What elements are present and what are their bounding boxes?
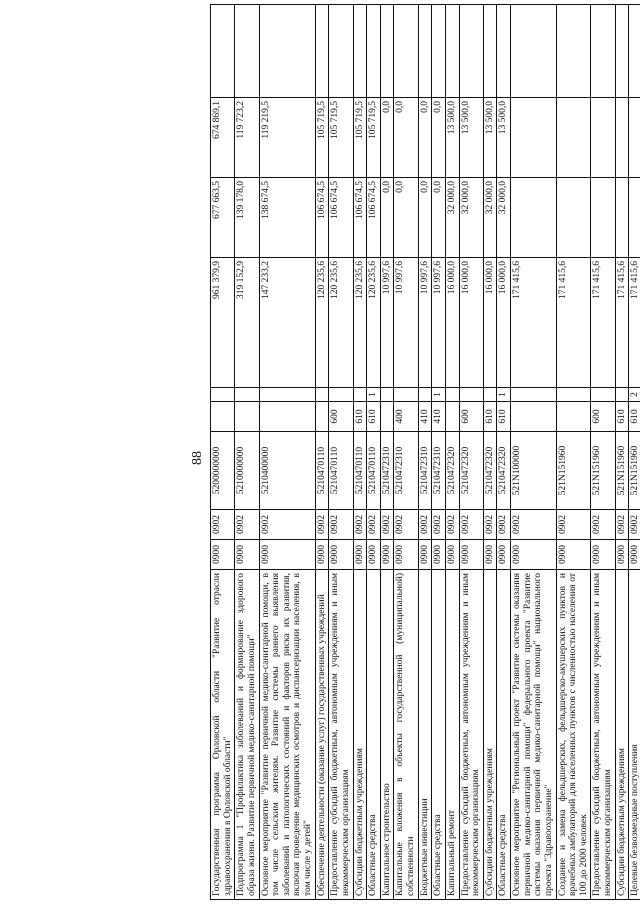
target-article-code: 5210400000 — [259, 432, 315, 510]
table-row — [315, 5, 329, 900]
target-article-code: 5210472320 — [483, 432, 497, 510]
row-name: Предоставление субсидий бюджетным, автономным учреждениям и иным некоммерческим организациям — [329, 570, 353, 900]
source-code: 1 — [432, 388, 446, 402]
ministry-code: 0900 — [315, 540, 329, 570]
amount-col-3 — [556, 98, 591, 178]
table-row — [459, 5, 483, 900]
amount-col-3: 105 719,5 — [315, 98, 329, 178]
ministry-code: 0900 — [629, 540, 640, 570]
amount-col-1: 120 235,6 — [367, 258, 381, 388]
source-code — [459, 388, 483, 402]
ministry-code: 0900 — [556, 540, 591, 570]
table-row — [556, 5, 591, 900]
expense-type-code: 410 — [432, 402, 446, 432]
amount-col-2: 0,0 — [394, 178, 418, 258]
row-name: Основное мероприятие "Региональный проект "Развитие системы оказания первичной медико-санитарной помощи" федерального проекта "Развитие системы оказания первичной медико-санитарной помощи" национального проекта "Здравоохранение" — [511, 570, 557, 900]
amount-col-4 — [459, 5, 483, 98]
amount-col-2: 106 674,5 — [367, 178, 381, 258]
expense-type-code: 610 — [615, 402, 629, 432]
amount-col-2: 32 000,0 — [459, 178, 483, 258]
source-code — [445, 388, 459, 402]
target-article-code: 5210472310 — [432, 432, 446, 510]
target-article-code: 5210470110 — [367, 432, 381, 510]
amount-col-4 — [483, 5, 497, 98]
row-name: Предоставление субсидий бюджетным, автономным учреждениям и иным некоммерческим организациям — [459, 570, 483, 900]
section-code: 0902 — [418, 510, 432, 540]
amount-col-2: 677 663,5 — [211, 178, 235, 258]
row-name: Субсидии бюджетным учреждениям — [615, 570, 629, 900]
amount-col-1: 120 235,6 — [353, 258, 367, 388]
amount-col-3: 13 500,0 — [445, 98, 459, 178]
section-code: 0902 — [511, 510, 557, 540]
section-code: 0902 — [459, 510, 483, 540]
ministry-code: 0900 — [591, 540, 615, 570]
amount-col-4 — [367, 5, 381, 98]
source-code — [615, 388, 629, 402]
expense-type-code — [235, 402, 259, 432]
amount-col-1: 10 997,6 — [432, 258, 446, 388]
amount-col-1: 147 233,2 — [259, 258, 315, 388]
amount-col-1: 16 000,0 — [445, 258, 459, 388]
expense-type-code — [556, 402, 591, 432]
amount-col-4 — [394, 5, 418, 98]
amount-col-1: 120 235,6 — [329, 258, 353, 388]
target-article-code: 5210472320 — [445, 432, 459, 510]
target-article-code: 5210470110 — [315, 432, 329, 510]
amount-col-1: 171 415,6 — [591, 258, 615, 388]
source-code — [394, 388, 418, 402]
amount-col-1: 10 997,6 — [380, 258, 394, 388]
page-number: 88 — [190, 451, 205, 465]
section-code: 0902 — [380, 510, 394, 540]
amount-col-2: 106 674,5 — [315, 178, 329, 258]
ministry-code: 0900 — [329, 540, 353, 570]
target-article-code: 521N151960 — [615, 432, 629, 510]
section-code: 0902 — [615, 510, 629, 540]
amount-col-3: 13 500,0 — [497, 98, 511, 178]
expense-type-code — [315, 402, 329, 432]
section-code: 0902 — [235, 510, 259, 540]
expense-type-code — [380, 402, 394, 432]
row-name: Бюджетные инвестиции — [418, 570, 432, 900]
amount-col-3: 0,0 — [432, 98, 446, 178]
source-code — [511, 388, 557, 402]
ministry-code: 0900 — [235, 540, 259, 570]
section-code: 0902 — [367, 510, 381, 540]
table-row — [211, 5, 235, 900]
expense-type-code — [211, 402, 235, 432]
ministry-code: 0900 — [432, 540, 446, 570]
ministry-code: 0900 — [615, 540, 629, 570]
table-row — [353, 5, 367, 900]
amount-col-2: 32 000,0 — [483, 178, 497, 258]
row-name: Основное мероприятие "Развитие первичной медико-санитарной помощи, в том числе сельским жителям. Развитие системы раннего выявления заболеваний и патологических состояний и факторов риска их развития, включая проведение медицинских осмотров и диспансеризации населения, в том числе у детей" — [259, 570, 315, 900]
amount-col-3 — [629, 98, 640, 178]
row-name: Обеспечение деятельности (оказание услуг) государственных учреждений — [315, 570, 329, 900]
amount-col-4 — [432, 5, 446, 98]
table-row — [511, 5, 557, 900]
amount-col-3 — [511, 98, 557, 178]
row-name: Областные средства — [432, 570, 446, 900]
target-article-code: 5210472310 — [418, 432, 432, 510]
expense-type-code: 600 — [329, 402, 353, 432]
row-name: Государственная программа Орловской области "Развитие отрасли здравоохранения в Орловской области" — [211, 570, 235, 900]
ministry-code: 0900 — [459, 540, 483, 570]
target-article-code: 5210470110 — [329, 432, 353, 510]
expense-type-code: 600 — [591, 402, 615, 432]
target-article-code: 521N151960 — [556, 432, 591, 510]
source-code — [235, 388, 259, 402]
section-code: 0902 — [556, 510, 591, 540]
target-article-code: 521N100000 — [511, 432, 557, 510]
expense-type-code — [445, 402, 459, 432]
amount-col-1: 319 152,9 — [235, 258, 259, 388]
table-row — [418, 5, 432, 900]
amount-col-2: 106 674,5 — [329, 178, 353, 258]
row-name: Подпрограмма 1 "Профилактика заболеваний и формирование здорового образа жизни. Развитие первичной медико-санитарной помощи" — [235, 570, 259, 900]
amount-col-1: 16 000,0 — [483, 258, 497, 388]
section-code: 0902 — [259, 510, 315, 540]
source-code — [591, 388, 615, 402]
amount-col-1: 961 379,9 — [211, 258, 235, 388]
target-article-code: 521N151960 — [629, 432, 640, 510]
target-article-code: 5210472310 — [394, 432, 418, 510]
table-row — [432, 5, 446, 900]
amount-col-3 — [591, 98, 615, 178]
ministry-code: 0900 — [394, 540, 418, 570]
target-article-code: 521N151960 — [591, 432, 615, 510]
amount-col-3: 119 219,5 — [259, 98, 315, 178]
amount-col-2: 139 178,0 — [235, 178, 259, 258]
expense-type-code: 410 — [418, 402, 432, 432]
table-body — [211, 5, 640, 900]
row-name: Создание и замена фельдшерских, фельдшерско-акушерских пунктов и врачебных амбулаторий для населенных пунктов с численностью населения от 100 до 2000 человек — [556, 570, 591, 900]
target-article-code: 5210470110 — [353, 432, 367, 510]
amount-col-2: 138 674,5 — [259, 178, 315, 258]
source-code — [315, 388, 329, 402]
amount-col-4 — [418, 5, 432, 98]
ministry-code: 0900 — [367, 540, 381, 570]
ministry-code: 0900 — [511, 540, 557, 570]
ministry-code: 0900 — [418, 540, 432, 570]
amount-col-2: 32 000,0 — [497, 178, 511, 258]
section-code: 0902 — [353, 510, 367, 540]
section-code: 0902 — [629, 510, 640, 540]
table-row — [329, 5, 353, 900]
expense-type-code: 610 — [483, 402, 497, 432]
expense-type-code — [511, 402, 557, 432]
table-row — [380, 5, 394, 900]
amount-col-4 — [235, 5, 259, 98]
source-code: 1 — [497, 388, 511, 402]
target-article-code: 5210472310 — [380, 432, 394, 510]
target-article-code: 5200000000 — [211, 432, 235, 510]
amount-col-3: 674 869,1 — [211, 98, 235, 178]
source-code — [329, 388, 353, 402]
source-code — [556, 388, 591, 402]
row-name: Капитальные вложения в объекты государственной (муниципальной) собственности — [394, 570, 418, 900]
row-name: Субсидии бюджетным учреждениям — [353, 570, 367, 900]
amount-col-3: 0,0 — [394, 98, 418, 178]
source-code — [211, 388, 235, 402]
ministry-code: 0900 — [445, 540, 459, 570]
amount-col-2 — [615, 178, 629, 258]
section-code: 0902 — [329, 510, 353, 540]
amount-col-1: 171 415,6 — [556, 258, 591, 388]
amount-col-1: 171 415,6 — [511, 258, 557, 388]
amount-col-3: 13 500,0 — [459, 98, 483, 178]
ministry-code: 0900 — [259, 540, 315, 570]
table-row — [235, 5, 259, 900]
section-code: 0902 — [432, 510, 446, 540]
amount-col-4 — [315, 5, 329, 98]
amount-col-4 — [615, 5, 629, 98]
section-code: 0902 — [445, 510, 459, 540]
amount-col-2 — [629, 178, 640, 258]
row-name: Капитальный ремонт — [445, 570, 459, 900]
amount-col-4 — [380, 5, 394, 98]
budget-table — [210, 4, 640, 900]
source-code — [380, 388, 394, 402]
amount-col-3: 0,0 — [380, 98, 394, 178]
amount-col-3: 105 719,5 — [353, 98, 367, 178]
source-code — [353, 388, 367, 402]
target-article-code: 5210472320 — [459, 432, 483, 510]
amount-col-2 — [556, 178, 591, 258]
amount-col-3: 13 500,0 — [483, 98, 497, 178]
expense-type-code — [259, 402, 315, 432]
amount-col-2 — [511, 178, 557, 258]
amount-col-3 — [615, 98, 629, 178]
section-code: 0902 — [591, 510, 615, 540]
section-code: 0902 — [497, 510, 511, 540]
source-code — [418, 388, 432, 402]
amount-col-1: 16 000,0 — [459, 258, 483, 388]
source-code — [483, 388, 497, 402]
amount-col-1: 10 997,6 — [394, 258, 418, 388]
table-row — [615, 5, 629, 900]
ministry-code: 0900 — [483, 540, 497, 570]
table-row — [629, 5, 640, 900]
amount-col-1: 10 997,6 — [418, 258, 432, 388]
amount-col-4 — [629, 5, 640, 98]
amount-col-4 — [329, 5, 353, 98]
amount-col-2: 32 000,0 — [445, 178, 459, 258]
amount-col-4 — [556, 5, 591, 98]
amount-col-3: 119 723,2 — [235, 98, 259, 178]
table-row — [367, 5, 381, 900]
source-code — [259, 388, 315, 402]
ministry-code: 0900 — [353, 540, 367, 570]
amount-col-1: 16 000,0 — [497, 258, 511, 388]
amount-col-1: 120 235,6 — [315, 258, 329, 388]
ministry-code: 0900 — [497, 540, 511, 570]
amount-col-1: 171 415,6 — [615, 258, 629, 388]
ministry-code: 0900 — [380, 540, 394, 570]
amount-col-4 — [353, 5, 367, 98]
amount-col-4 — [511, 5, 557, 98]
table-row — [497, 5, 511, 900]
ministry-code: 0900 — [211, 540, 235, 570]
table-row — [591, 5, 615, 900]
expense-type-code: 610 — [497, 402, 511, 432]
section-code: 0902 — [211, 510, 235, 540]
amount-col-4 — [591, 5, 615, 98]
amount-col-2: 0,0 — [380, 178, 394, 258]
amount-col-4 — [445, 5, 459, 98]
amount-col-3: 105 719,5 — [329, 98, 353, 178]
source-code: 2 — [629, 388, 640, 402]
row-name: Субсидии бюджетным учреждениям — [483, 570, 497, 900]
amount-col-4 — [259, 5, 315, 98]
source-code: 1 — [367, 388, 381, 402]
table-row — [483, 5, 497, 900]
row-name: Областные средства — [497, 570, 511, 900]
amount-col-3: 0,0 — [418, 98, 432, 178]
amount-col-4 — [211, 5, 235, 98]
row-name: Предоставление субсидий бюджетным, автономным учреждениям и иным некоммерческим организациям — [591, 570, 615, 900]
row-name: Капитальное строительство — [380, 570, 394, 900]
amount-col-2: 0,0 — [418, 178, 432, 258]
row-name: Областные средства — [367, 570, 381, 900]
expense-type-code: 600 — [459, 402, 483, 432]
table-row — [394, 5, 418, 900]
expense-type-code: 610 — [367, 402, 381, 432]
amount-col-2 — [591, 178, 615, 258]
section-code: 0902 — [483, 510, 497, 540]
section-code: 0902 — [315, 510, 329, 540]
target-article-code: 5210000000 — [235, 432, 259, 510]
expense-type-code: 610 — [629, 402, 640, 432]
amount-col-3: 105 719,5 — [367, 98, 381, 178]
expense-type-code: 400 — [394, 402, 418, 432]
row-name: Целевые безвозмездные поступления — [629, 570, 640, 900]
amount-col-1: 171 415,6 — [629, 258, 640, 388]
section-code: 0902 — [394, 510, 418, 540]
expense-type-code: 610 — [353, 402, 367, 432]
table-row — [445, 5, 459, 900]
amount-col-4 — [497, 5, 511, 98]
target-article-code: 5210472320 — [497, 432, 511, 510]
amount-col-2: 106 674,5 — [353, 178, 367, 258]
table-row — [259, 5, 315, 900]
amount-col-2: 0,0 — [432, 178, 446, 258]
